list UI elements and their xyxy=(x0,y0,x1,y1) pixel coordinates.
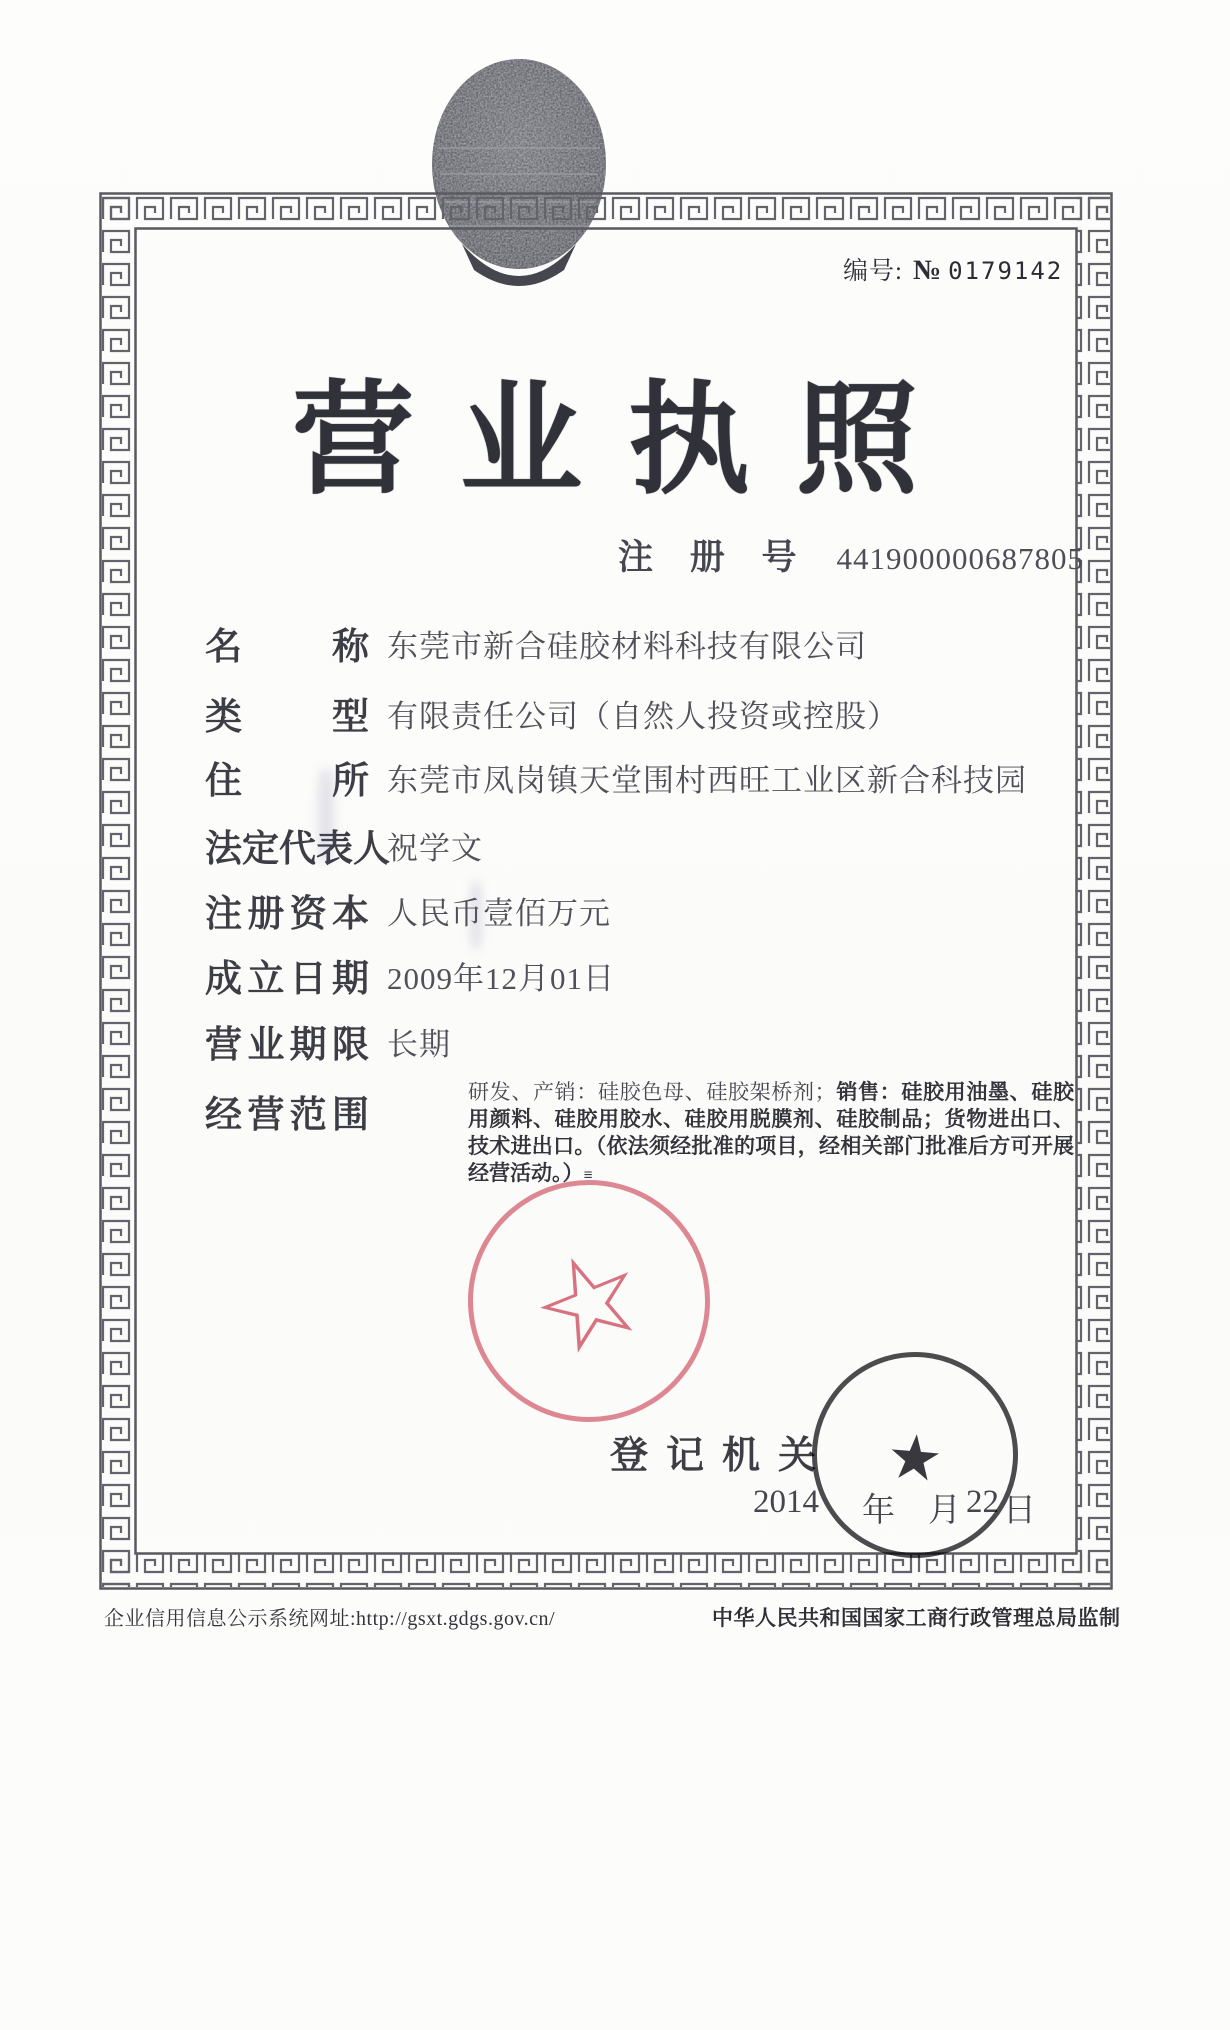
field-label: 经营范围 xyxy=(205,1095,369,1136)
field-label: 住所 xyxy=(205,761,369,802)
scope-end-mark: ≡ xyxy=(583,1167,591,1184)
issue-day-unit: 日 xyxy=(1003,1493,1036,1529)
barcode-svg xyxy=(120,70,292,186)
field-value: 东莞市凤岗镇天堂围村西旺工业区新合科技园 xyxy=(387,763,1027,798)
barcode xyxy=(120,70,292,186)
serial-label: 编号: xyxy=(843,258,903,285)
scan-smudge xyxy=(318,768,334,864)
serial-no-symbol: № xyxy=(912,255,943,286)
registration-number-label: 注 册 号 xyxy=(618,538,811,577)
field-row-type xyxy=(205,686,899,740)
field-value: 祝学文 xyxy=(387,831,483,866)
field-label: 名称 xyxy=(205,627,369,668)
field-label: 注册资本 xyxy=(205,894,369,935)
field-value: 东莞市新合硅胶材料科技有限公司 xyxy=(387,629,867,664)
field-row-registered-capital xyxy=(205,883,611,937)
registration-number-row xyxy=(618,530,1084,580)
scope-part1: 研发、产销：硅胶色母、硅胶架桥剂； xyxy=(468,1080,836,1104)
issue-year-unit: 年 xyxy=(862,1493,895,1529)
field-row-name xyxy=(205,616,867,670)
field-label: 法定代表人 xyxy=(205,829,390,870)
qr-code xyxy=(257,1248,400,1391)
qr-svg xyxy=(257,1248,400,1391)
registration-number-value: 441900000687805 xyxy=(836,541,1085,576)
business-scope-text xyxy=(468,1079,1074,1189)
issue-day: 22 xyxy=(966,1484,999,1520)
issue-date-row xyxy=(0,1484,1230,1528)
registrar-label: 登记机关 xyxy=(610,1435,835,1477)
document-title: 营业执照 xyxy=(292,374,964,509)
field-row-legal-representative xyxy=(205,818,483,872)
scope-part2: 销售：硅胶用油墨、硅胶用颜料、硅胶用胶水、硅胶用脱膜剂、硅胶制品；货物进出口、技术进出口。（依法须经批准的项目，经相关部门批准后方可开展经营活动。） xyxy=(468,1080,1075,1185)
field-label: 营业期限 xyxy=(205,1025,369,1066)
serial-number-row xyxy=(843,251,1063,287)
footer-issuing-authority: 中华人民共和国国家工商行政管理总局监制 xyxy=(712,1606,1121,1630)
field-row-business-scope xyxy=(205,1084,369,1138)
red-seal-star-icon: ☆ xyxy=(510,1214,668,1390)
field-row-business-term xyxy=(205,1014,451,1068)
field-label: 成立日期 xyxy=(205,959,369,1000)
field-value: 有限责任公司（自然人投资或控股） xyxy=(387,699,899,734)
serial-number: 0179142 xyxy=(948,257,1064,285)
issue-month-unit: 月 xyxy=(928,1493,961,1529)
scan-smudge xyxy=(470,880,482,950)
field-value: 长期 xyxy=(387,1027,451,1062)
field-value: 2009年12月01日 xyxy=(387,961,615,996)
footer-public-system-url: 企业信用信息公示系统网址:http://gsxt.gdgs.gov.cn/ xyxy=(104,1608,556,1630)
field-row-establish-date xyxy=(205,948,615,1002)
black-seal-star-icon: ★ xyxy=(883,1418,946,1497)
field-value: 人民币壹佰万元 xyxy=(387,896,611,931)
field-label: 类型 xyxy=(205,697,369,738)
issue-year: 2014 xyxy=(753,1484,819,1520)
